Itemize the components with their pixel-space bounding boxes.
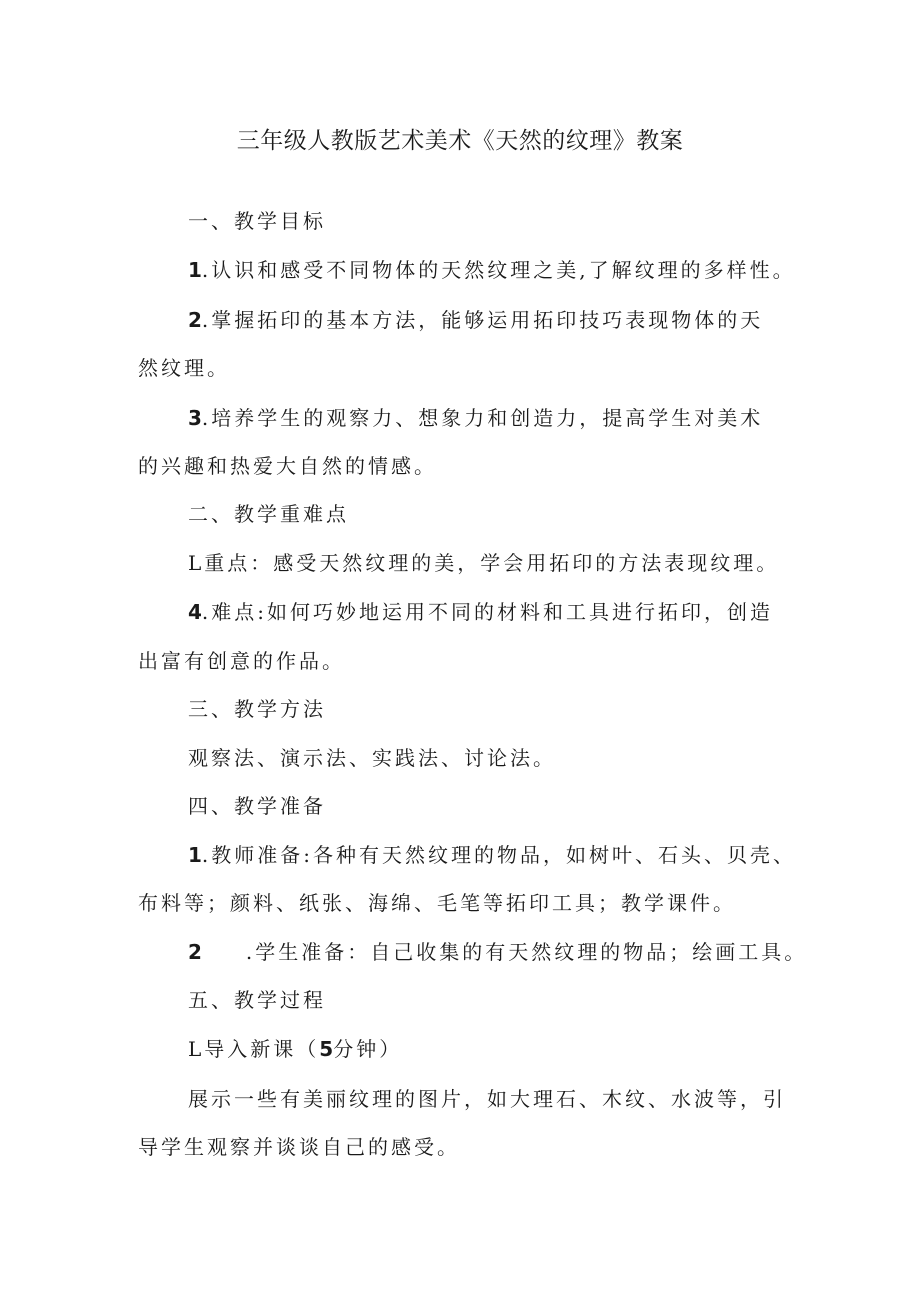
process-step-1-text: 展示一些有美丽纹理的图片，如大理石、木纹、水波等，引	[188, 1087, 786, 1111]
process-step-1-tail: 分钟）	[333, 1037, 403, 1061]
preparation-teacher-text: .教师准备:各种有天然纹理的物品，如树叶、石头、贝壳、	[201, 843, 797, 867]
objective-2-text: .掌握拓印的基本方法，能够运用拓印技巧表现物体的天	[201, 308, 764, 332]
difficult-point	[188, 597, 773, 627]
process-step-1-continuation: 导学生观察并谈谈自己的感受。	[138, 1135, 460, 1159]
objective-2-number: 2	[188, 308, 202, 332]
section-heading-preparation: 四、教学准备	[188, 794, 326, 818]
document-title: 三年级人教版艺术美术《天然的纹理》教案	[236, 128, 684, 154]
objective-1-number: 1	[188, 258, 202, 282]
section-heading-methods: 三、教学方法	[188, 697, 326, 721]
difficult-point-number: 4	[188, 600, 202, 624]
difficult-point-continuation: 出富有创意的作品。	[138, 649, 345, 673]
methods-text: 观察法、演示法、实践法、讨论法。	[188, 746, 556, 770]
section-heading-key-points: 二、教学重难点	[188, 502, 349, 526]
objective-3-number: 3	[188, 406, 202, 430]
objective-2	[188, 305, 763, 335]
preparation-teacher	[188, 840, 796, 870]
objective-1	[188, 255, 796, 285]
objective-3-continuation: 的兴趣和热爱大自然的情感。	[138, 454, 437, 478]
process-step-1	[188, 1034, 402, 1064]
preparation-student	[188, 937, 807, 967]
section-heading-objectives: 一、教学目标	[188, 209, 326, 233]
section-heading-process: 五、教学过程	[188, 988, 326, 1012]
process-step-1-minutes: 5	[319, 1037, 334, 1061]
preparation-teacher-number: 1	[188, 843, 202, 867]
process-step-1-label: L导入新课（	[188, 1037, 320, 1061]
objective-3	[188, 403, 763, 433]
objective-1-text: .认识和感受不同物体的天然纹理之美,了解纹理的多样性。	[201, 258, 796, 282]
preparation-student-text: .学生准备：自己收集的有天然纹理的物品；绘画工具。	[245, 940, 808, 964]
preparation-student-number: 2	[188, 940, 202, 964]
difficult-point-text: .难点:如何巧妙地运用不同的材料和工具进行拓印，创造	[201, 600, 774, 624]
key-point: L重点：感受天然纹理的美，学会用拓印的方法表现纹理。	[188, 551, 780, 575]
objective-2-continuation: 然纹理。	[138, 356, 230, 380]
preparation-teacher-continuation: 布料等；颜料、纸张、海绵、毛笔等拓印工具；教学课件。	[138, 891, 736, 915]
objective-3-text: .培养学生的观察力、想象力和创造力，提高学生对美术	[201, 406, 764, 430]
